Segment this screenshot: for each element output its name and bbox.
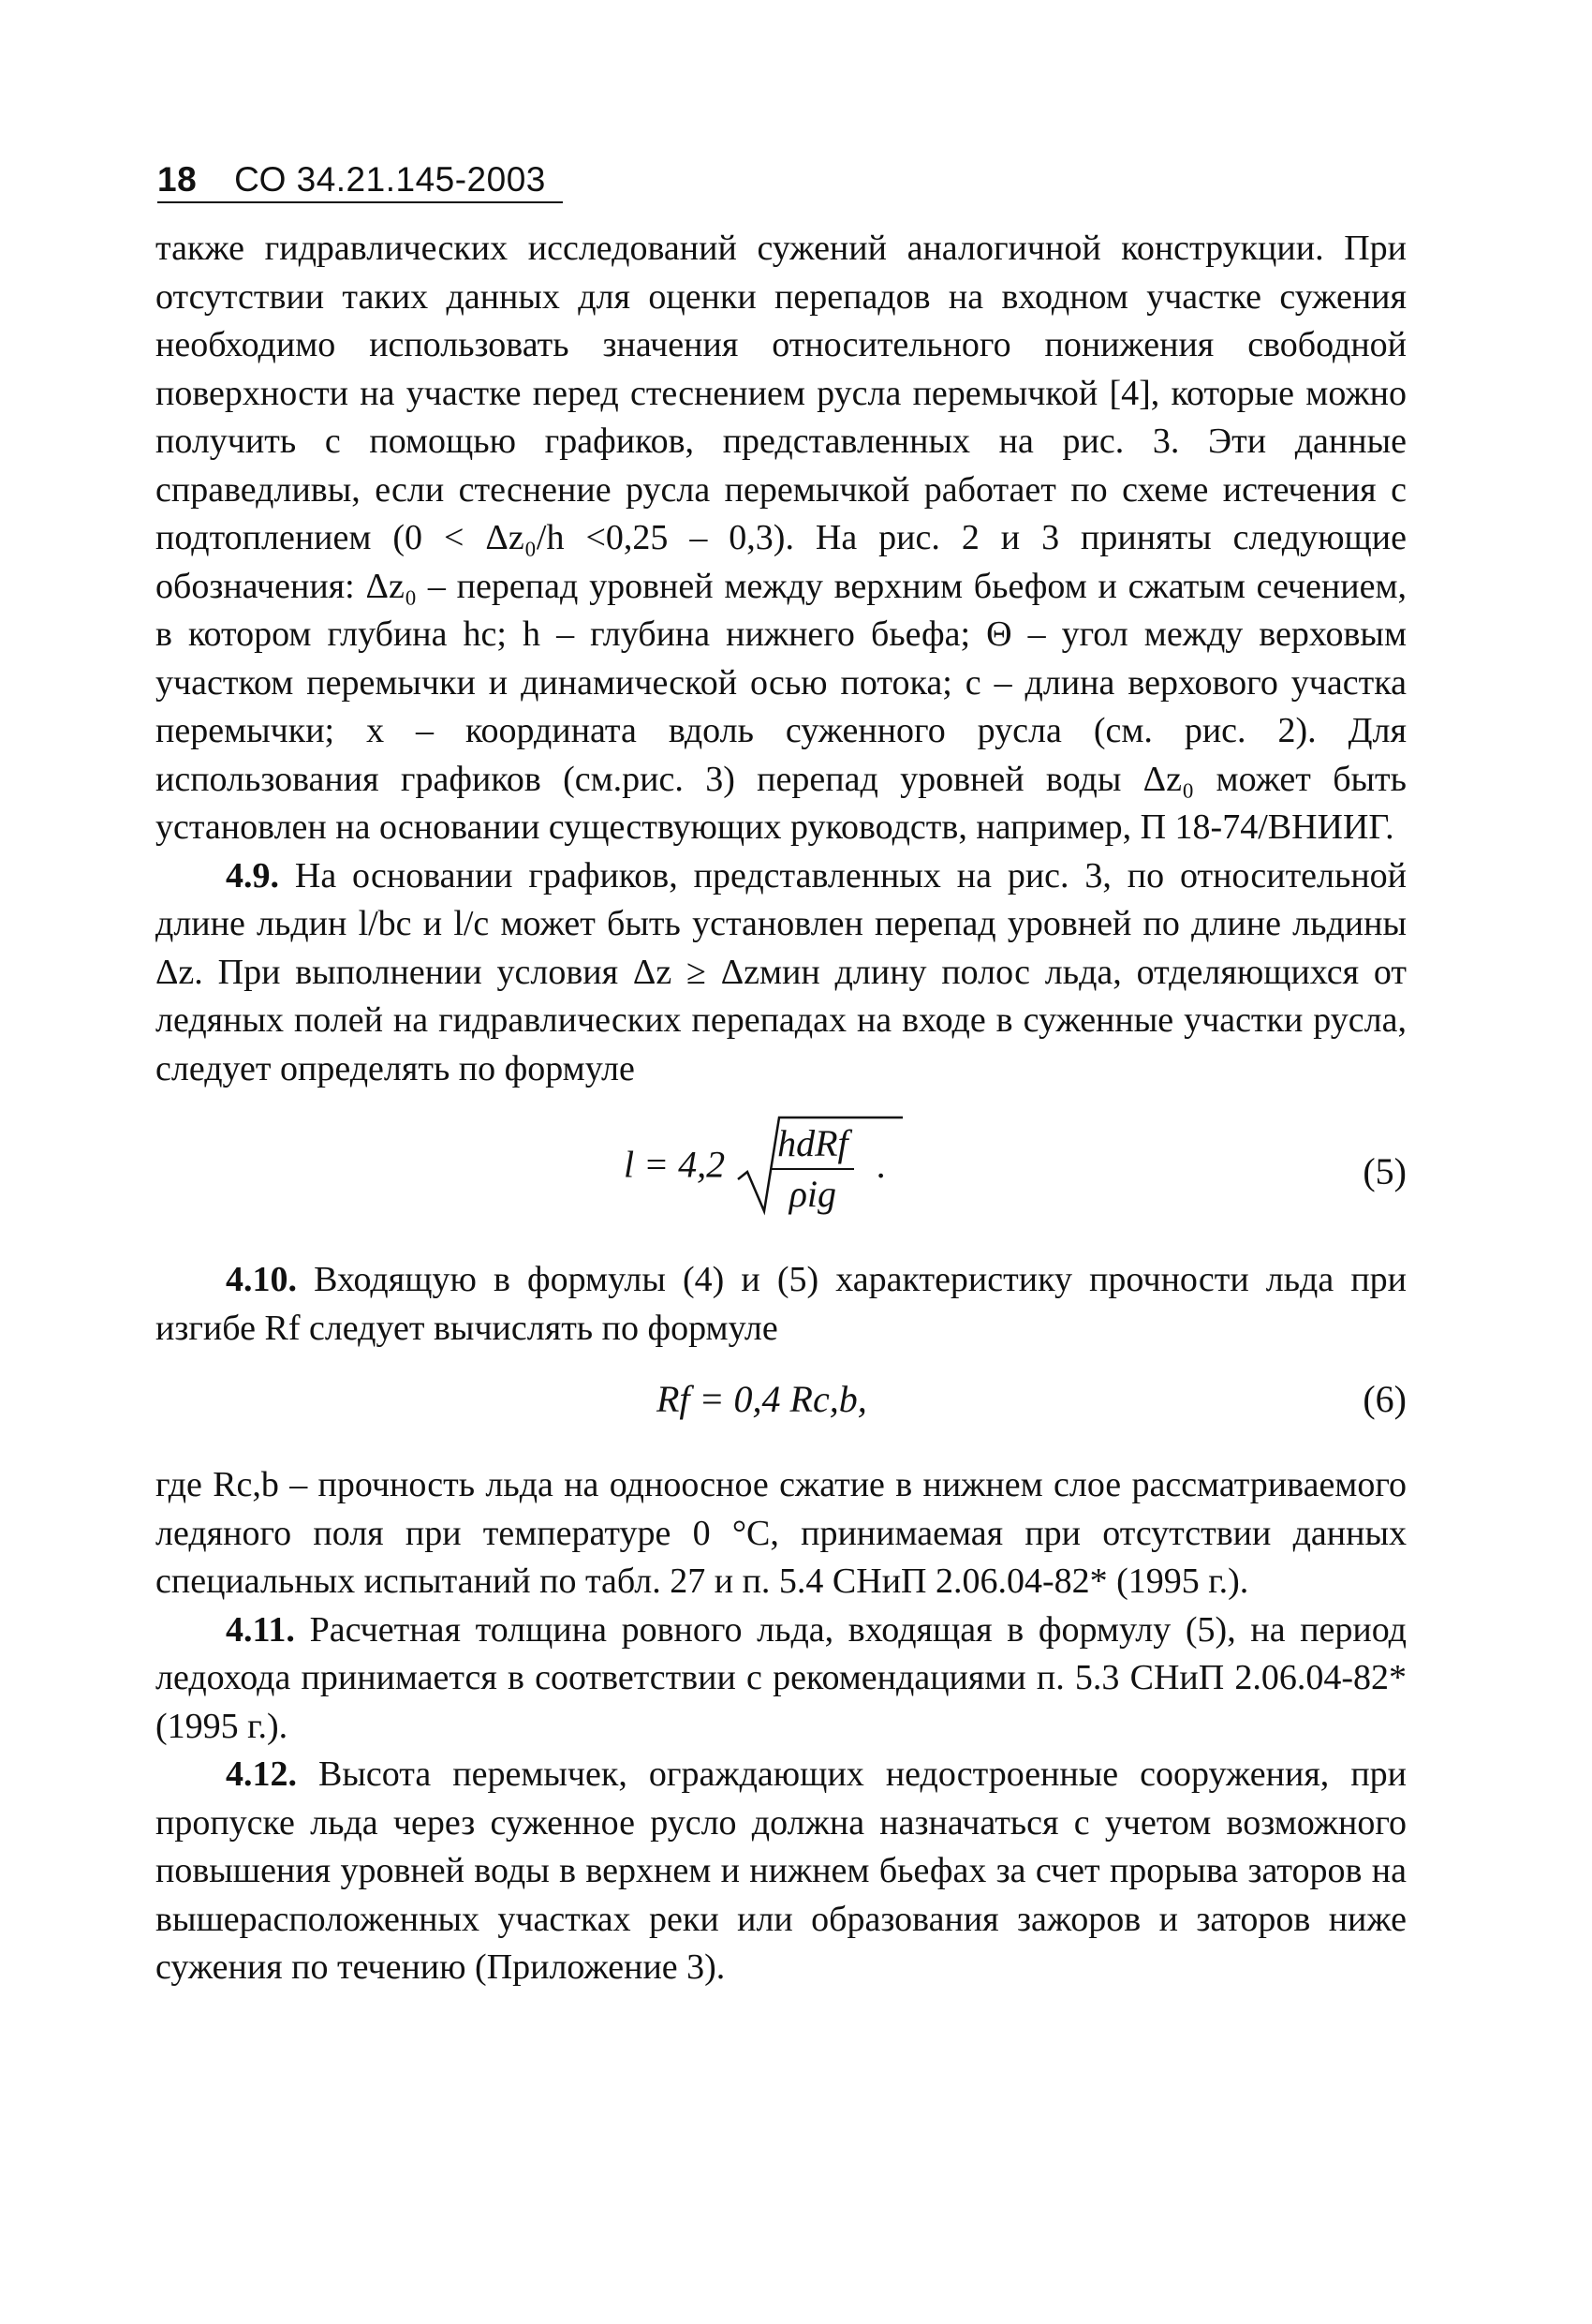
page-number: 18	[157, 160, 198, 199]
paragraph-4-12	[155, 1751, 1407, 1992]
square-root	[772, 1119, 854, 1218]
paragraph-4-9	[155, 852, 1407, 1094]
paragraph-continuation: также гидравлических исследований сужений аналогичной конструкции. При отсутствии таких данных для оценки перепадов на входном участке сужения необходимо использовать значения относительного понижения свободной поверхности на участке перед стеснением русла перемычкой [4], которые можно получить с помощью графиков, представленных на рис. 3. Эти данные справедливы, если стеснение русла перемычкой работает по схеме истечения с подтоплением (0 < Δz₀/h <0,25 – 0,3). На рис. 2 и 3 приняты следующие обозначения: Δz₀ – перепад уровней между верхним бьефом и сжатым сечением, в котором глубина hc; h – глубина нижнего бьефа; Θ – угол между верховым участком перемычки и динамической осью потока; c – длина верхового участка перемычки; x – координата вдоль суженного русла (см. рис. 2). Для использования графиков (см.рис. 3) перепад уровней воды Δz₀ может быть установлен на основании существующих руководств, например, П 18-74/ВНИИГ.	[155, 229, 1407, 847]
formula-6-number: (6)	[1363, 1378, 1407, 1420]
radical-sign-icon	[736, 1114, 905, 1217]
paragraph-4-10	[155, 1256, 1407, 1353]
paragraph-text: Входящую в формулы (4) и (5) характеристику прочности льда при изгибе Rf следует вычислять по формуле	[155, 1260, 1408, 1348]
paragraph-text: Высота перемычек, ограждающих недостроенные сооружения, при пропуске льда через суженное русло должна назначаться с учетом возможного повышения уровней воды в верхнем и нижнем бьефах за счет прорыва заторов на вышерасположенных участках реки или образования зажоров и заторов ниже сужения по течению (Приложение 3).	[155, 1754, 1408, 1987]
formula-6	[155, 1371, 1407, 1437]
body-text	[155, 225, 1407, 1992]
formula-5-lhs: l = 4,2	[624, 1143, 726, 1186]
document-code: СО 34.21.145-2003	[234, 160, 546, 199]
formula-5-numerator: hdRf	[772, 1119, 854, 1170]
clause-number: 4.12.	[226, 1754, 297, 1794]
paragraph-4-11	[155, 1606, 1407, 1752]
formula-5-expression	[624, 1119, 886, 1218]
clause-number: 4.11.	[226, 1609, 295, 1650]
formula-6-expression: Rf = 0,4 Rc,b,	[656, 1378, 867, 1420]
formula-5-tail: .	[876, 1143, 886, 1186]
clause-number: 4.9.	[226, 855, 279, 896]
clause-number: 4.10.	[226, 1260, 297, 1299]
formula-5-number: (5)	[1363, 1150, 1407, 1192]
formula-5-denominator: ρig	[789, 1172, 837, 1215]
formula-5	[155, 1110, 1407, 1222]
paragraph-where: где Rc,b – прочность льда на одноосное сжатие в нижнем слое рассматриваемого ледяного поля при температуре 0 °С, принимаемая при отсутствии данных специальных испытаний по табл. 27 и п. 5.4 СНиП 2.06.04-82* (1995 г.).	[155, 1465, 1407, 1601]
paragraph-text: На основании графиков, представленных на рис. 3, по относительной длине льдин l/bc и l/c может быть установлен перепад уровней по длине льдины Δz. При выполнении условия Δz ≥ Δzмин длину полос льда, отделяющихся от ледяных полей на гидравлических перепадах на входе в суженные участки русла, следует определять по формуле	[155, 855, 1408, 1088]
page-header	[157, 159, 563, 203]
paragraph-text: Расчетная толщина ровного льда, входящая в формулу (5), на период ледохода принимается в соответствии с рекомендациями п. 5.3 СНиП 2.06.04-82* (1995 г.).	[155, 1609, 1407, 1746]
